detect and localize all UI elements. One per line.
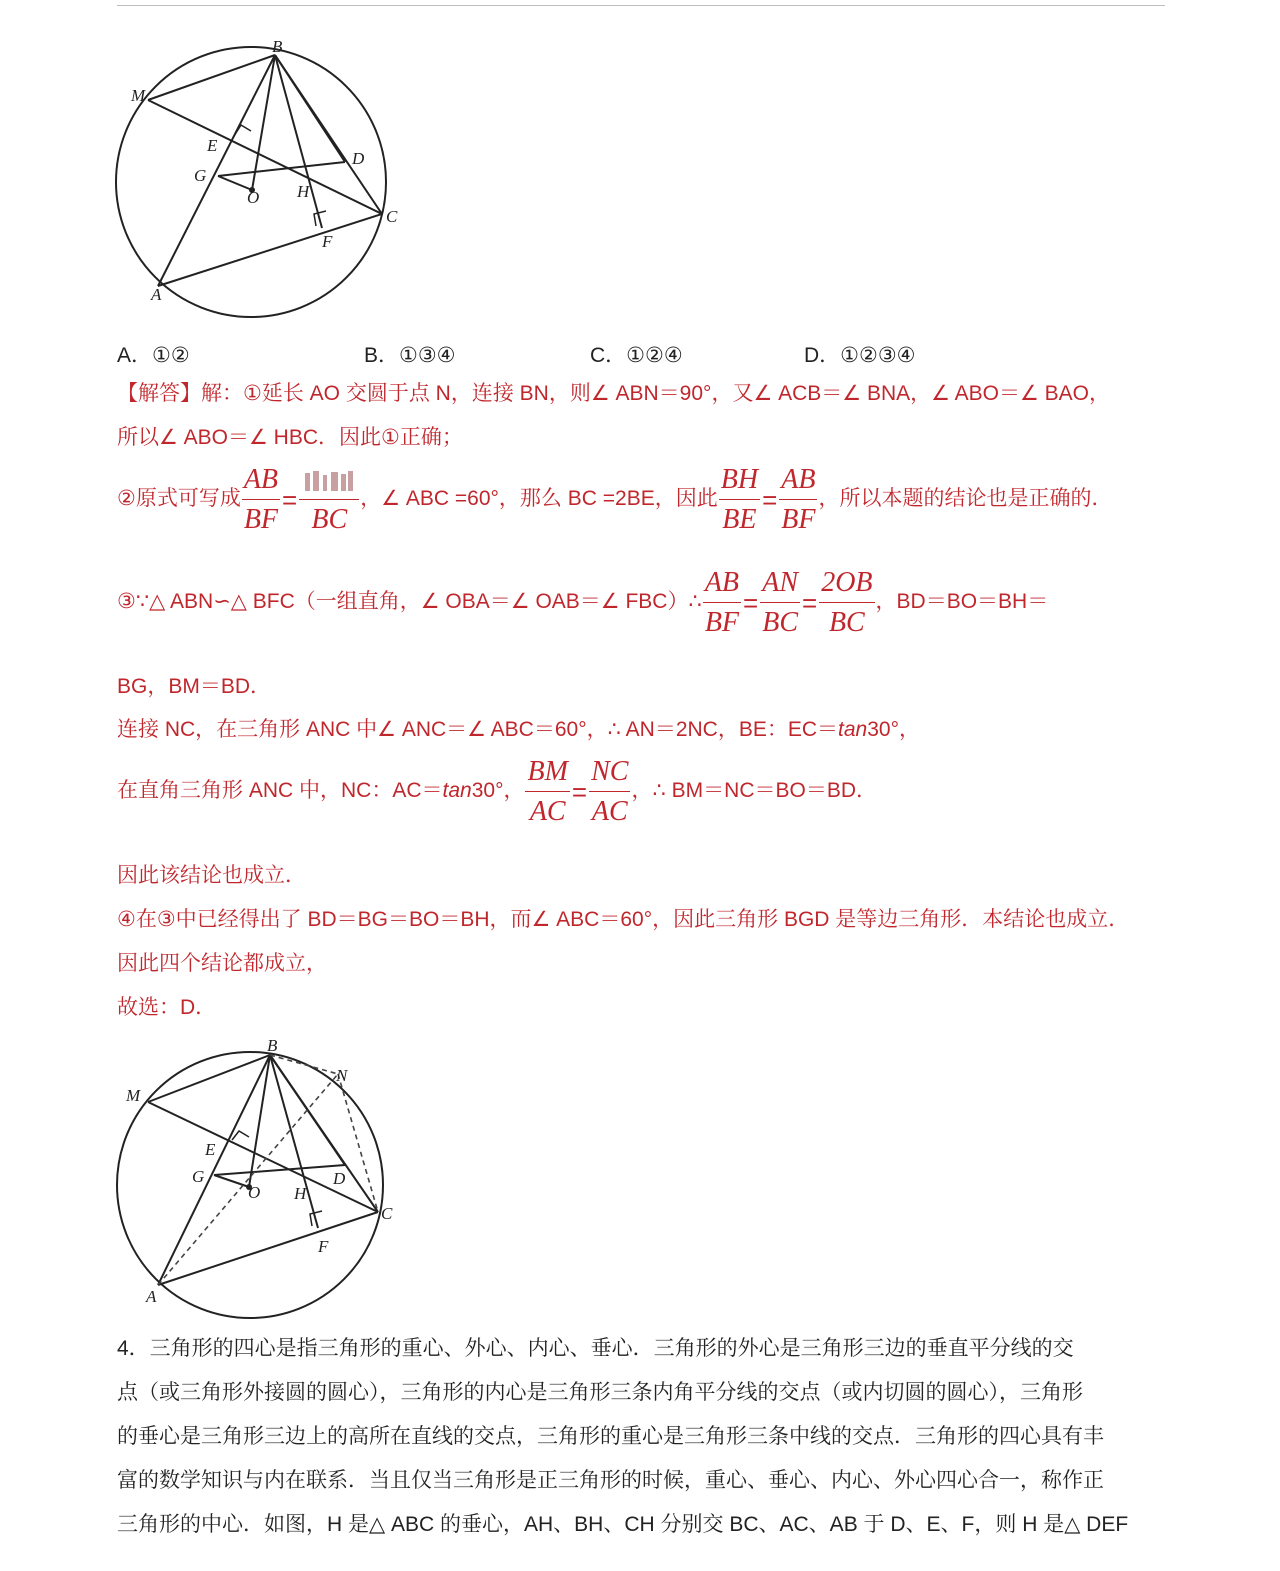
equals-sign: = (802, 587, 818, 618)
option-b: B．①③④ (364, 344, 456, 367)
text: ，∴ BM＝NC＝BO＝BD． (631, 779, 878, 803)
fraction (299, 462, 359, 537)
geometry-figure-2 (110, 1030, 410, 1320)
numerator: AB (242, 462, 280, 500)
fraction (779, 462, 817, 537)
fraction (760, 565, 800, 640)
denominator: BE (722, 504, 757, 535)
solution-line-8: 因此该结论也成立． (117, 864, 306, 887)
label-E: E (207, 136, 218, 155)
denominator: BC (311, 504, 348, 535)
label-N: N (336, 1066, 348, 1085)
label-H: H (294, 1184, 307, 1203)
equals-sign: = (762, 484, 778, 515)
text: ，∠ ABC =60°，那么 BC =2BE，因此 (360, 487, 718, 511)
equals-sign: = (282, 484, 298, 515)
label-O: O (247, 188, 260, 207)
numerator: 2OB (819, 565, 874, 603)
denominator: AC (529, 796, 566, 827)
denominator: AC (591, 796, 628, 827)
text: ，所以本题的结论也是正确的． (818, 487, 1113, 511)
label-M: M (126, 1086, 141, 1105)
label-B: B (272, 37, 283, 56)
solution-line-10: 因此四个结论都成立， (117, 952, 327, 975)
option-d: D．①②③④ (804, 344, 916, 367)
equals-sign: = (571, 776, 588, 807)
equals-sign: = (743, 587, 759, 618)
label-E: E (205, 1140, 216, 1159)
text: 在直角三角形 ANC 中，NC：AC＝ (117, 779, 443, 803)
label-A: A (146, 1287, 157, 1306)
text: 30°， (471, 779, 525, 803)
problem4-line-4: 富的数学知识与内在联系．当且仅当三角形是正三角形的时候，重心、垂心、内心、外心四心合一，称作正 (117, 1469, 1104, 1492)
top-divider (117, 5, 1165, 6)
problem4-line-1: 4．三角形的四心是指三角形的重心、外心、内心、垂心．三角形的外心是三角形三边的垂直平分线的交 (117, 1337, 1074, 1360)
text: ，BD＝BO＝BH＝ (875, 590, 1049, 614)
label-B: B (267, 1036, 278, 1055)
label-D: D (352, 149, 365, 168)
geometry-figure-1 (110, 30, 410, 330)
solution-line-2: 所以∠ ABO＝∠ HBC．因此①正确； (117, 426, 463, 449)
solution-line-11: 故选：D． (117, 996, 217, 1019)
numerator: AN (760, 565, 800, 603)
solution-line-3 (117, 462, 1112, 537)
numerator: BM (525, 754, 569, 792)
text: ③∵△ ABN∽△ BFC（一组直角，∠ OBA＝∠ OAB＝∠ FBC）∴ (117, 590, 702, 614)
denominator: BF (704, 607, 740, 638)
numerator: AB (779, 462, 817, 500)
label-G: G (192, 1167, 205, 1186)
solution-line-9: ④在③中已经得出了 BD＝BG＝BO＝BH，而∠ ABC＝60°，因此三角形 BGD 是等边三角形．本结论也成立． (117, 908, 1130, 931)
text: 30°， (867, 718, 920, 741)
label-A: A (151, 285, 162, 304)
label-F: F (322, 232, 333, 251)
text: ②原式可写成 (117, 487, 241, 511)
denominator: BC (828, 607, 865, 638)
fraction (819, 565, 874, 640)
solution-line-6 (117, 719, 920, 740)
problem4-line-2: 点（或三角形外接圆的圆心），三角形的内心是三角形三条内角平分线的交点（或内切圆的圆心），三角形 (117, 1381, 1083, 1404)
numerator: BH (719, 462, 760, 500)
solution-line-4 (117, 565, 1048, 640)
denominator: BC (762, 607, 798, 638)
text: 连接 NC，在三角形 ANC 中∠ ANC＝∠ ABC＝60°，∴ AN＝2NC，BE：EC＝ (117, 718, 839, 741)
numerator: NC (589, 754, 630, 792)
label-G: G (194, 166, 207, 185)
numerator-blurred (299, 462, 359, 500)
tan-function: tan (838, 718, 868, 741)
problem4-line-3: 的垂心是三角形三边上的高所在直线的交点，三角形的重心是三角形三条中线的交点．三角形的四心具有丰 (117, 1425, 1104, 1448)
denominator: BF (243, 504, 279, 535)
label-H: H (297, 182, 310, 201)
fraction (525, 754, 569, 829)
fraction (242, 462, 280, 537)
fraction (719, 462, 760, 537)
fraction (703, 565, 741, 640)
label-C: C (381, 1204, 393, 1223)
label-F: F (318, 1237, 329, 1256)
label-C: C (386, 207, 398, 226)
label-O: O (248, 1183, 261, 1202)
problem4-line-5: 三角形的中心．如图，H 是△ ABC 的垂心，AH、BH、CH 分别交 BC、AC、AB 于 D、E、F，则 H 是△ DEF (117, 1513, 1129, 1536)
fraction (589, 754, 630, 829)
tan-function: tan (442, 779, 472, 803)
denominator: BF (781, 504, 816, 535)
solution-line-1: 【解答】解：①延长 AO 交圆于点 N，连接 BN，则∠ ABN＝90°，又∠ ACB＝∠ BNA，∠ ABO＝∠ BAO， (117, 382, 1110, 405)
numerator: AB (703, 565, 741, 603)
option-a: A．①② (117, 344, 190, 367)
label-M: M (131, 86, 146, 105)
label-D: D (333, 1169, 346, 1188)
option-c: C．①②④ (590, 344, 683, 367)
solution-line-7 (117, 754, 877, 829)
solution-line-5: BG，BM＝BD． (117, 675, 272, 698)
